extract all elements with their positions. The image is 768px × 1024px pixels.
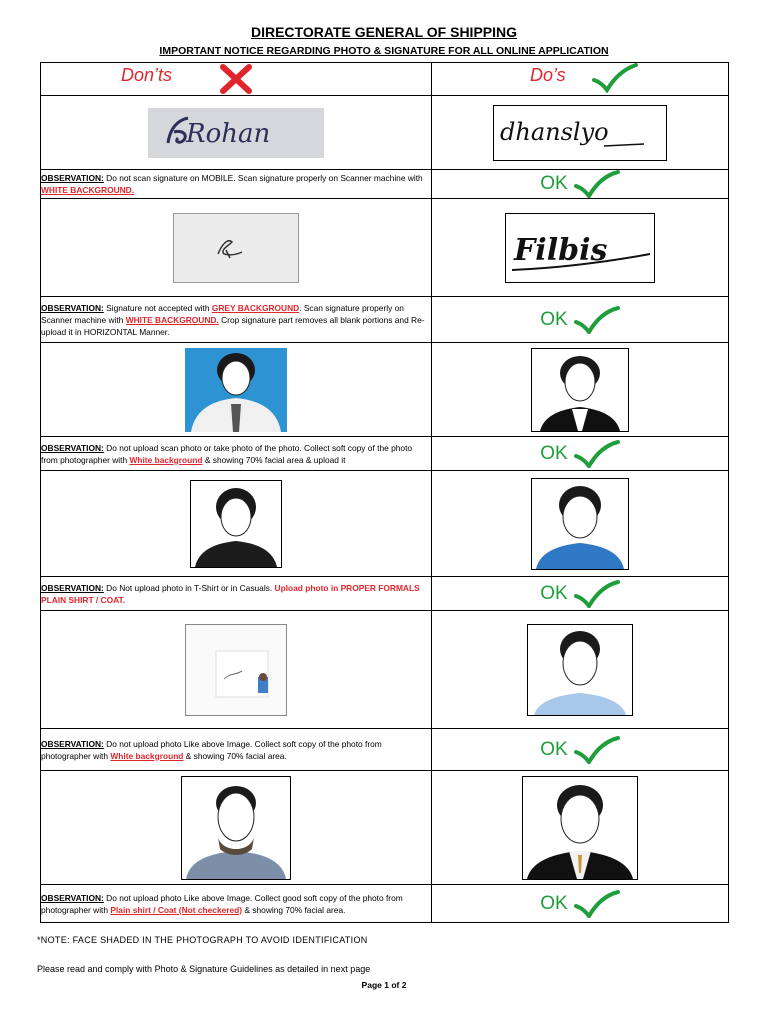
check-icon <box>592 63 638 93</box>
good-photo-3 <box>527 624 633 716</box>
ok-indicator: OK <box>432 440 728 468</box>
good-signature-1-text: dhanslyo <box>500 117 609 146</box>
bad-photo-checkered <box>181 776 291 880</box>
observation-row-1 <box>41 170 729 199</box>
check-icon <box>574 170 620 198</box>
dos-header-cell <box>432 63 729 96</box>
observation-row-2 <box>41 297 729 343</box>
page-title: DIRECTORATE GENERAL OF SHIPPING <box>250 24 518 40</box>
observation-2: OBSERVATION: Signature not accepted with GREY BACKGROUND. Scan signature properly on Scanner machine with WHITE BACKGROUND. Crop signature part removes all blank portions and Re-upload it in HORIZONTAL Manner. <box>41 297 432 343</box>
good-signature-1 <box>493 105 667 161</box>
bad-photo-tshirt <box>190 480 282 568</box>
header-row <box>41 63 729 96</box>
check-icon <box>574 580 620 608</box>
bad-photo-scanned <box>185 348 287 432</box>
footer-instruction: Please read and comply with Photo & Signature Guidelines as detailed in next page <box>37 964 371 974</box>
observation-3: OBSERVATION: Do not upload scan photo or take photo of the photo. Collect soft copy of the photo from photographer with White background & showing 70% facial area & upload it <box>41 437 432 471</box>
donts-header-cell <box>41 63 432 96</box>
donts-header: Don’ts <box>121 65 173 85</box>
observation-row-4 <box>41 577 729 611</box>
signature-row-1 <box>41 96 729 170</box>
signature-row-2 <box>41 199 729 297</box>
observation-1: OBSERVATION: Do not scan signature on MOBILE. Scan signature properly on Scanner machine with WHITE BACKGROUND. <box>41 170 432 199</box>
page-subtitle: IMPORTANT NOTICE REGARDING PHOTO & SIGNATURE FOR ALL ONLINE APPLICATION <box>159 45 609 57</box>
bad-signature-grey <box>173 213 299 283</box>
photo-row-3 <box>41 343 729 437</box>
ok-indicator: OK <box>432 580 728 608</box>
observation-row-6 <box>41 885 729 923</box>
observation-4: OBSERVATION: Do Not upload photo in T-Shirt or in Casuals. Upload photo in PROPER FORMALS PLAIN SHIRT / COAT. <box>41 577 432 611</box>
ok-indicator: OK <box>432 890 728 918</box>
bad-photo-small <box>185 624 287 716</box>
good-signature-2-text: Filbis <box>514 232 608 268</box>
guidelines-table <box>40 62 729 923</box>
check-icon <box>574 890 620 918</box>
dos-header: Do’s <box>530 65 566 85</box>
face-shading-note: *NOTE: FACE SHADED IN THE PHOTOGRAPH TO AVOID IDENTIFICATION <box>37 935 368 945</box>
observation-6: OBSERVATION: Do not upload photo Like above Image. Collect good soft copy of the photo from photographer with Plain shirt / Coat (Not checkered) & showing 70% facial area. <box>41 885 432 923</box>
photo-row-6 <box>41 771 729 885</box>
observation-row-5 <box>41 729 729 771</box>
photo-row-5 <box>41 611 729 729</box>
ok-indicator: OK <box>432 306 728 334</box>
ok-indicator: OK <box>432 170 728 198</box>
good-photo-4 <box>522 776 638 880</box>
check-icon <box>574 736 620 764</box>
photo-row-4 <box>41 471 729 577</box>
ok-indicator: OK <box>432 736 728 764</box>
cross-icon <box>219 64 253 94</box>
check-icon <box>574 306 620 334</box>
observation-row-3 <box>41 437 729 471</box>
bad-signature-text: Rohan <box>186 118 271 149</box>
page-number: Page 1 of 2 <box>361 980 407 990</box>
bad-signature-mobile <box>148 108 324 158</box>
check-icon <box>574 440 620 468</box>
observation-5: OBSERVATION: Do not upload photo Like above Image. Collect soft copy of the photo from photographer with White background & showing 70% facial area. <box>41 729 432 771</box>
good-photo-1 <box>531 348 629 432</box>
good-signature-2 <box>505 213 655 283</box>
good-photo-2 <box>531 478 629 570</box>
